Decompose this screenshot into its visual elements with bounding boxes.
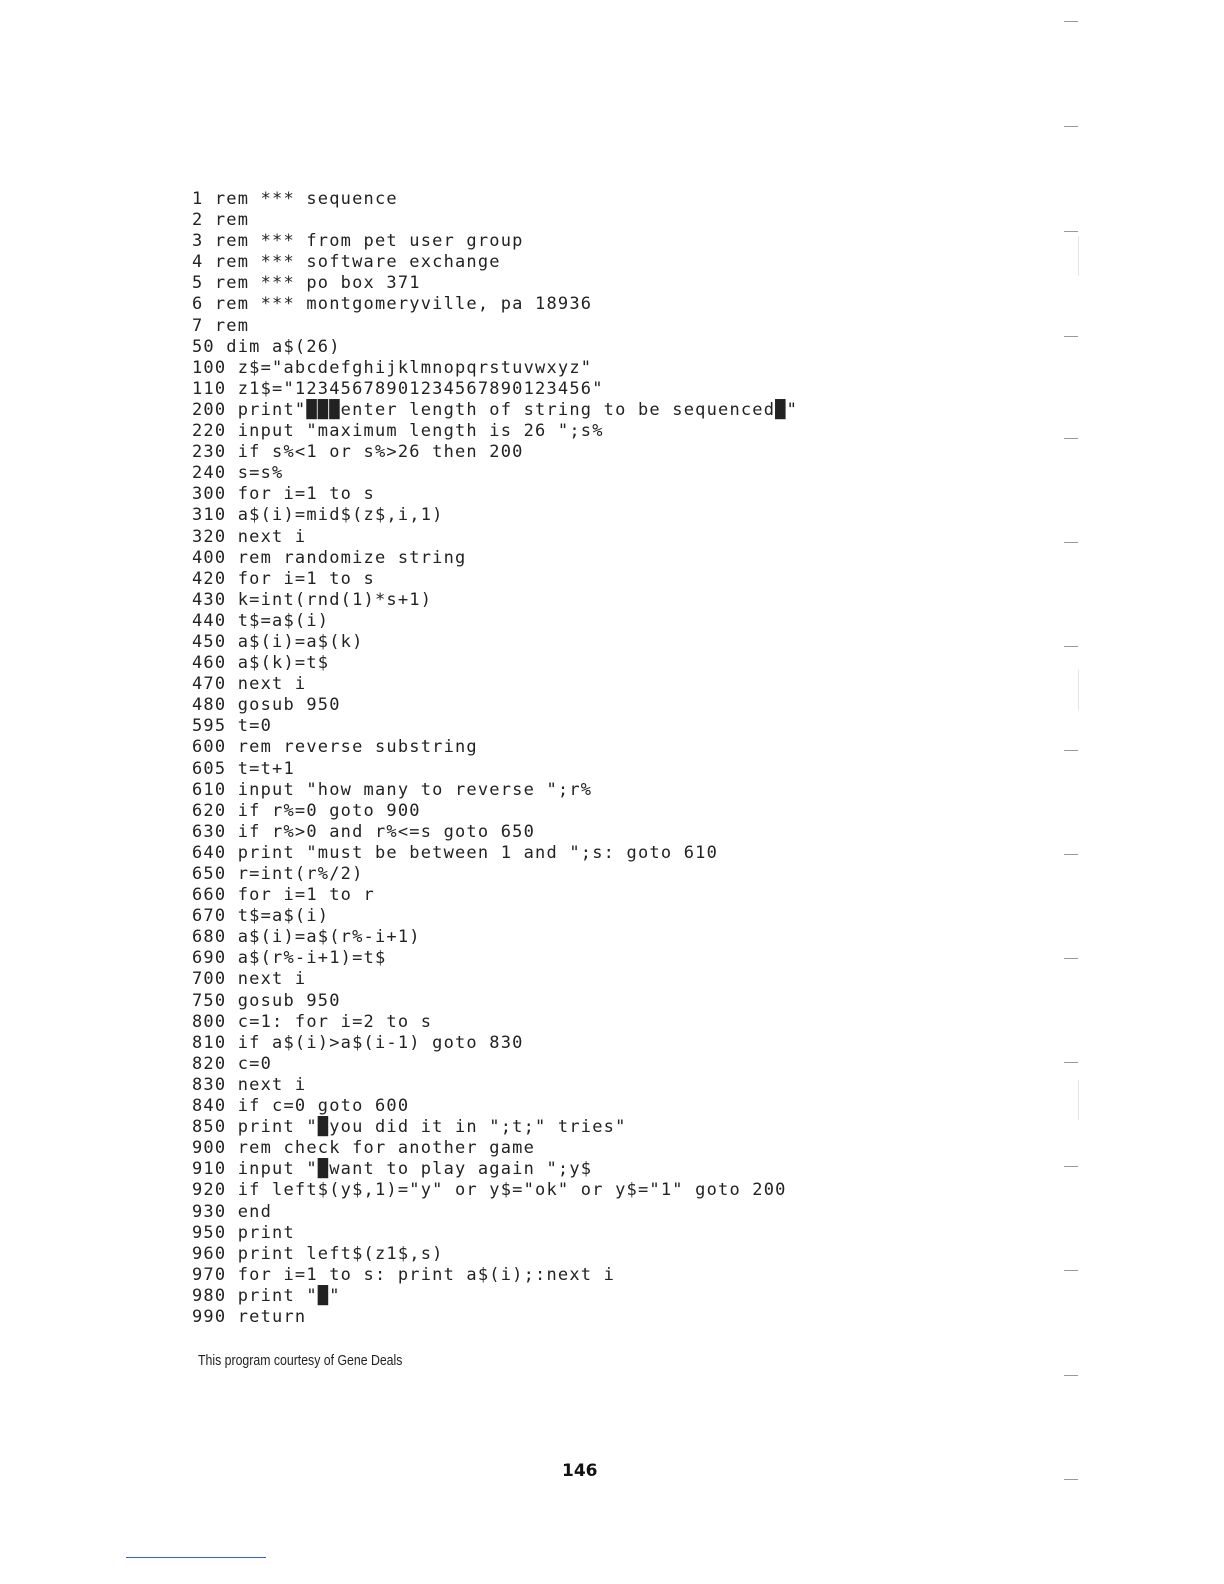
code-line: 930 end <box>192 1201 273 1222</box>
margin-mark <box>1064 1166 1078 1167</box>
margin-mark <box>1064 854 1078 855</box>
code-line: 850 print "█you did it in ";t;" tries" <box>192 1117 627 1138</box>
code-line: 2 rem <box>192 210 250 231</box>
code-line: 620 if r%=0 goto 900 <box>192 800 421 821</box>
code-line: 7 rem <box>192 315 250 336</box>
margin-mark <box>1064 1062 1078 1063</box>
code-line: 605 t=t+1 <box>192 758 295 779</box>
margin-mark <box>1064 1375 1078 1376</box>
code-line: 970 for i=1 to s: print a$(i);:next i <box>192 1264 616 1285</box>
margin-mark <box>1064 21 1078 22</box>
margin-mark <box>1064 438 1078 439</box>
code-line: 3 rem *** from pet user group <box>192 231 524 252</box>
margin-mark <box>1064 542 1078 543</box>
margin-mark <box>1064 1479 1078 1480</box>
code-line: 840 if c=0 goto 600 <box>192 1096 410 1117</box>
code-line: 5 rem *** po box 371 <box>192 273 421 294</box>
code-line: 100 z$="abcdefghijklmnopqrstuvwxyz" <box>192 357 593 378</box>
code-line: 600 rem reverse substring <box>192 737 478 758</box>
code-line: 670 t$=a$(i) <box>192 906 330 927</box>
code-line: 950 print <box>192 1222 295 1243</box>
code-line: 800 c=1: for i=2 to s <box>192 1011 433 1032</box>
code-line: 460 a$(k)=t$ <box>192 653 330 674</box>
code-line: 630 if r%>0 and r%<=s goto 650 <box>192 821 536 842</box>
code-line: 440 t$=a$(i) <box>192 610 330 631</box>
code-line: 480 gosub 950 <box>192 695 341 716</box>
margin-mark <box>1064 1270 1078 1271</box>
margin-rule <box>1078 1080 1079 1120</box>
code-line: 400 rem randomize string <box>192 547 467 568</box>
code-line: 750 gosub 950 <box>192 990 341 1011</box>
code-line: 4 rem *** software exchange <box>192 252 501 273</box>
code-line: 980 print "█" <box>192 1285 341 1306</box>
margin-mark <box>1064 336 1078 337</box>
code-line: 900 rem check for another game <box>192 1138 536 1159</box>
code-line: 830 next i <box>192 1074 307 1095</box>
code-line: 450 a$(i)=a$(k) <box>192 631 364 652</box>
code-line: 420 for i=1 to s <box>192 568 375 589</box>
code-line: 610 input "how many to reverse ";r% <box>192 779 593 800</box>
basic-program-listing <box>192 189 798 1328</box>
code-line: 820 c=0 <box>192 1053 273 1074</box>
code-line: 920 if left$(y$,1)="y" or y$="ok" or y$="1" goto 200 <box>192 1180 787 1201</box>
code-line: 810 if a$(i)>a$(i-1) goto 830 <box>192 1032 524 1053</box>
code-line: 910 input "█want to play again ";y$ <box>192 1159 593 1180</box>
code-line: 200 print"███enter length of string to be sequenced█" <box>192 399 799 420</box>
code-line: 110 z1$="12345678901234567890123456" <box>192 378 604 399</box>
bottom-link-rule <box>126 1557 266 1558</box>
code-line: 470 next i <box>192 674 307 695</box>
code-line: 430 k=int(rnd(1)*s+1) <box>192 589 433 610</box>
code-line: 320 next i <box>192 526 307 547</box>
code-line: 990 return <box>192 1306 307 1327</box>
code-line: 220 input "maximum length is 26 ";s% <box>192 421 604 442</box>
code-line: 650 r=int(r%/2) <box>192 864 364 884</box>
code-line: 310 a$(i)=mid$(z$,i,1) <box>192 505 444 526</box>
code-line: 640 print "must be between 1 and ";s: goto 610 <box>192 842 719 863</box>
code-line: 660 for i=1 to r <box>192 885 375 906</box>
margin-rule <box>1078 670 1079 710</box>
margin-mark <box>1064 126 1078 127</box>
margin-mark <box>1064 646 1078 647</box>
code-line: 700 next i <box>192 969 307 990</box>
code-line: 230 if s%<1 or s%>26 then 200 <box>192 442 524 463</box>
code-line: 960 print left$(z1$,s) <box>192 1243 444 1264</box>
margin-mark <box>1064 958 1078 959</box>
code-line: 6 rem *** montgomeryville, pa 18936 <box>192 294 593 315</box>
program-credit: This program courtesy of Gene Deals <box>198 1352 403 1369</box>
code-line: 690 a$(r%-i+1)=t$ <box>192 948 387 969</box>
margin-mark <box>1064 231 1078 232</box>
margin-mark <box>1064 750 1078 751</box>
page-number: 146 <box>562 1461 598 1481</box>
code-line: 240 s=s% <box>192 463 284 484</box>
code-line: 680 a$(i)=a$(r%-i+1) <box>192 927 421 948</box>
code-line: 595 t=0 <box>192 716 273 737</box>
margin-rule <box>1078 236 1079 276</box>
code-line: 1 rem *** sequence <box>192 189 398 209</box>
code-line: 50 dim a$(26) <box>192 336 341 357</box>
code-line: 300 for i=1 to s <box>192 484 375 505</box>
